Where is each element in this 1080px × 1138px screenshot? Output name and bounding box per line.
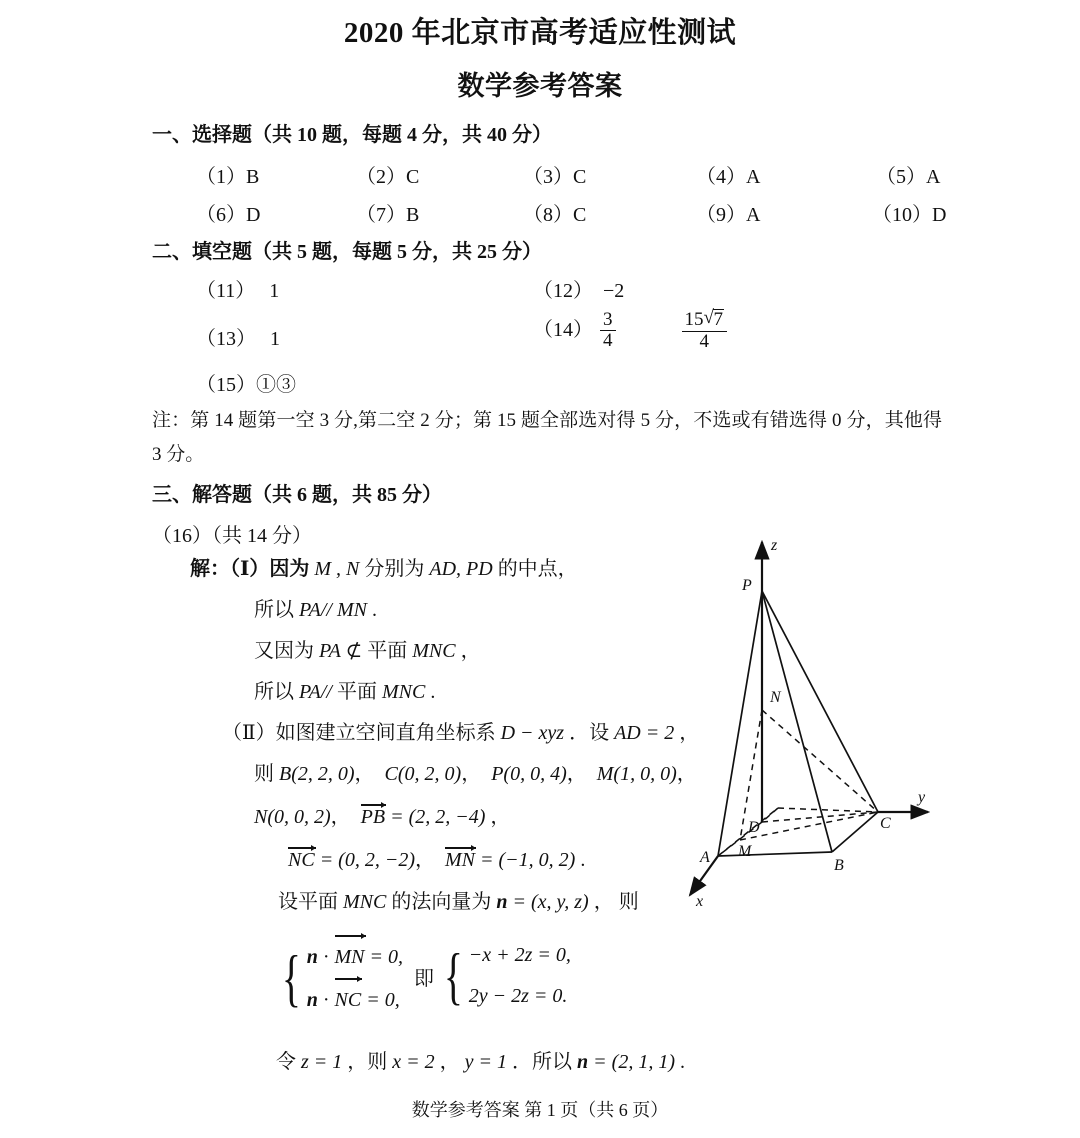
choice-answer-row-1	[196, 160, 996, 186]
choice-item-9: （9）A	[696, 204, 761, 226]
solution-16-part2-line4: NC = (0, 2, −2)， MN = (−1, 0, 2) .	[288, 849, 586, 871]
fraction-three-quarters: $\frac{3}{4}$	[600, 310, 616, 352]
solution-16-part2-line3: N(0, 0, 2)， PB = (2, 2, −4) ，	[254, 806, 511, 828]
vertex-label-a: A	[700, 849, 710, 866]
solution-16-part1-line1: 解：（Ⅰ）因为 M , N 分别为 AD, PD 的中点，	[190, 558, 578, 580]
vector-pb: PB	[360, 806, 386, 828]
choice-item-10: （10）D	[872, 204, 947, 226]
equation-connector-label: 即	[414, 967, 434, 990]
fraction-fifteen-root-seven-over-four: $\frac{15 √ 7}{4}$	[682, 309, 728, 352]
geometry-figure-pyramid	[660, 520, 960, 920]
equation-system-dot-products	[276, 935, 403, 1021]
choice-answer-row-2	[196, 198, 996, 224]
edge-mc-dashed	[740, 812, 878, 840]
solution-16-part1-line4: 所以 PA// 平面 MNC .	[254, 681, 436, 703]
axis-label-y: y	[918, 789, 926, 806]
left-brace-icon-2: {	[443, 940, 463, 1012]
choice-item-8: （8）C	[523, 204, 587, 226]
solution-16-part1-line3: 又因为 PA ⊄ 平面 MNC ，	[254, 640, 481, 662]
equation-system-expanded	[414, 935, 571, 1017]
edge-nc-dashed	[762, 710, 878, 812]
vertex-label-p: P	[742, 577, 752, 594]
equation-n-dot-nc: n · NC = 0,	[307, 978, 403, 1021]
vector-nc: NC	[288, 849, 315, 871]
vector-mn-eq: MN	[335, 935, 365, 978]
equation-2y-2z: 2y − 2z = 0.	[468, 985, 568, 1007]
choice-item-6: （6）D	[196, 204, 261, 226]
fill-item-13: （13） 1	[196, 328, 280, 350]
edge-ab	[718, 852, 832, 856]
axis-label-x: x	[696, 893, 704, 910]
vertex-label-c: C	[880, 815, 891, 832]
problem-16-label: （16）（共 14 分）	[152, 525, 312, 547]
axis-label-z: z	[771, 537, 778, 554]
choice-item-7: （7）B	[356, 204, 420, 226]
page-footer: 数学参考答案 第 1 页（共 6 页）	[411, 1100, 669, 1120]
solution-16-part2-final: 令 z = 1 ，则 x = 2 ， y = 1 ．所以 n = (2, 1, 1) .	[276, 1051, 685, 1073]
left-brace-icon: {	[281, 942, 301, 1014]
edge-upper-c-dashed	[778, 808, 878, 812]
choice-item-1: （1）B	[196, 166, 260, 188]
choice-item-2: （2）C	[356, 166, 420, 188]
page-title: 2020 年北京市高考适应性测试	[343, 17, 737, 49]
choice-item-5: （5）A	[876, 166, 941, 188]
solution-16-part2-line1: （Ⅱ）如图建立空间直角坐标系 D − xyz ．设 AD = 2 ，	[222, 722, 700, 744]
edge-bc	[832, 812, 878, 852]
fill-item-14: （14） $\frac{3}{4}$ $\frac{15 √ 7}{4}$	[533, 310, 729, 353]
vertex-label-d: D	[748, 819, 760, 836]
fill-item-15: （15）①③	[196, 374, 296, 396]
vector-nc-eq: NC	[335, 978, 362, 1021]
fill-item-11: （11） 1	[196, 280, 280, 302]
equation-x-2z: −x + 2z = 0,	[468, 944, 571, 966]
section-heading-choice: 一、选择题（共 10 题，每题 4 分，共 40 分）	[152, 124, 552, 146]
edge-dc-dashed	[762, 812, 878, 822]
fill-item-12: （12） −2	[533, 280, 625, 302]
page-subtitle: 数学参考答案	[457, 71, 623, 101]
solution-16-part1-line2: 所以 PA// MN .	[254, 599, 377, 621]
vertex-label-m: M	[738, 843, 752, 860]
vector-mn: MN	[445, 849, 475, 871]
solution-16-part2-line5: 设平面 MNC 的法向量为 n = (x, y, z) ， 则	[278, 891, 639, 913]
choice-item-4: （4）A	[696, 166, 761, 188]
section-heading-fill: 二、填空题（共 5 题，每题 5 分，共 25 分）	[152, 241, 542, 263]
section-heading-solve: 三、解答题（共 6 题，共 85 分）	[152, 484, 442, 506]
vertex-label-n: N	[770, 689, 781, 706]
vertex-label-b: B	[834, 857, 844, 874]
edge-pa	[718, 591, 762, 856]
equation-n-dot-mn: n · MN = 0,	[307, 935, 403, 978]
solution-16-part2-line2: 则 B(2, 2, 0)， C(0, 2, 0)， P(0, 0, 4)， M(1, 0, 0)，	[254, 763, 697, 785]
scoring-note: 注：第 14 题第一空 3 分,第二空 2 分；第 15 题全部选对得 5 分，不选或有错选得 0 分，其他得 3 分。	[152, 410, 942, 465]
choice-item-3: （3）C	[523, 166, 587, 188]
